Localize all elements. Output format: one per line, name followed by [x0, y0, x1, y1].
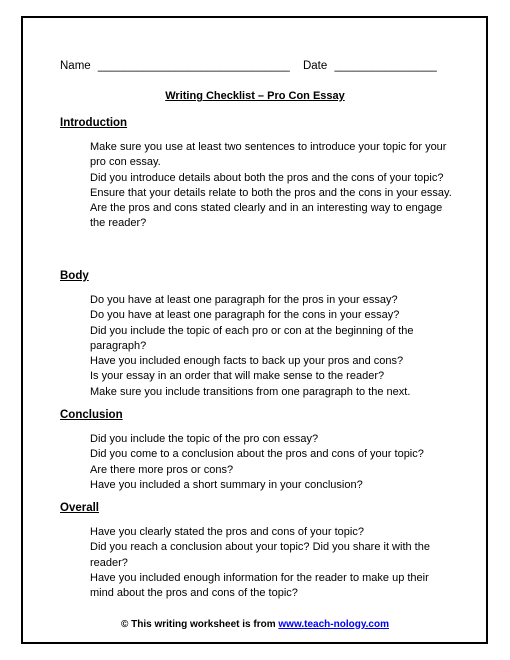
list-item: Have you clearly stated the pros and cons of your topic?: [90, 526, 364, 538]
list-item: Are the pros and cons stated clearly and in an interesting way to engage the reader?: [90, 202, 443, 230]
list-introduction: [90, 140, 452, 232]
footer: [0, 619, 510, 630]
list-item: Did you include the topic of each pro or con at the beginning of the paragraph?: [90, 324, 414, 352]
list-item: Make sure you use at least two sentences to introduce your topic for your pro con essay.: [90, 141, 447, 169]
list-item: Did you reach a conclusion about your topic? Did you share it with the reader?: [90, 541, 430, 569]
date-label: Date: [302, 60, 328, 72]
section-heading-conclusion: Conclusion: [60, 409, 123, 421]
page-title: Writing Checklist – Pro Con Essay: [165, 90, 345, 102]
list-item: Do you have at least one paragraph for the pros in your essay?: [90, 294, 398, 306]
name-blank: ______________________________: [97, 60, 290, 72]
list-item: Did you introduce details about both the pros and the cons of your topic?: [90, 171, 444, 184]
list-item: Do you have at least one paragraph for the cons in your essay?: [90, 309, 400, 322]
list-item: Ensure that your details relate to both the pros and the cons in your essay.: [90, 186, 452, 199]
footer-text: © This writing worksheet is from: [121, 619, 276, 630]
list-item: Have you included enough information for the reader to make up their mind about the pros and cons of the topic?: [90, 571, 429, 600]
list-item: Have you included enough facts to back up your pros and cons?: [90, 355, 404, 368]
header-fields: [60, 60, 437, 72]
footer-link[interactable]: www.teach-nology.com: [278, 619, 389, 630]
list-conclusion: [90, 432, 452, 493]
list-item: Have you included a short summary in your conclusion?: [90, 478, 363, 491]
section-heading-introduction: Introduction: [60, 117, 128, 129]
name-label: Name: [60, 60, 91, 72]
list-item: Is your essay in an order that will make sense to the reader?: [90, 370, 385, 383]
list-overall: [90, 525, 452, 601]
list-body: [90, 293, 452, 400]
list-item: Did you include the topic of the pro con essay?: [90, 433, 319, 445]
date-blank: ________________: [334, 60, 437, 72]
list-item: Did you come to a conclusion about the pros and cons of your topic?: [90, 448, 424, 461]
list-item: Are there more pros or cons?: [90, 463, 234, 476]
section-heading-overall: Overall: [60, 502, 99, 514]
section-heading-body: Body: [60, 270, 89, 282]
list-item: Make sure you include transitions from one paragraph to the next.: [90, 385, 411, 398]
